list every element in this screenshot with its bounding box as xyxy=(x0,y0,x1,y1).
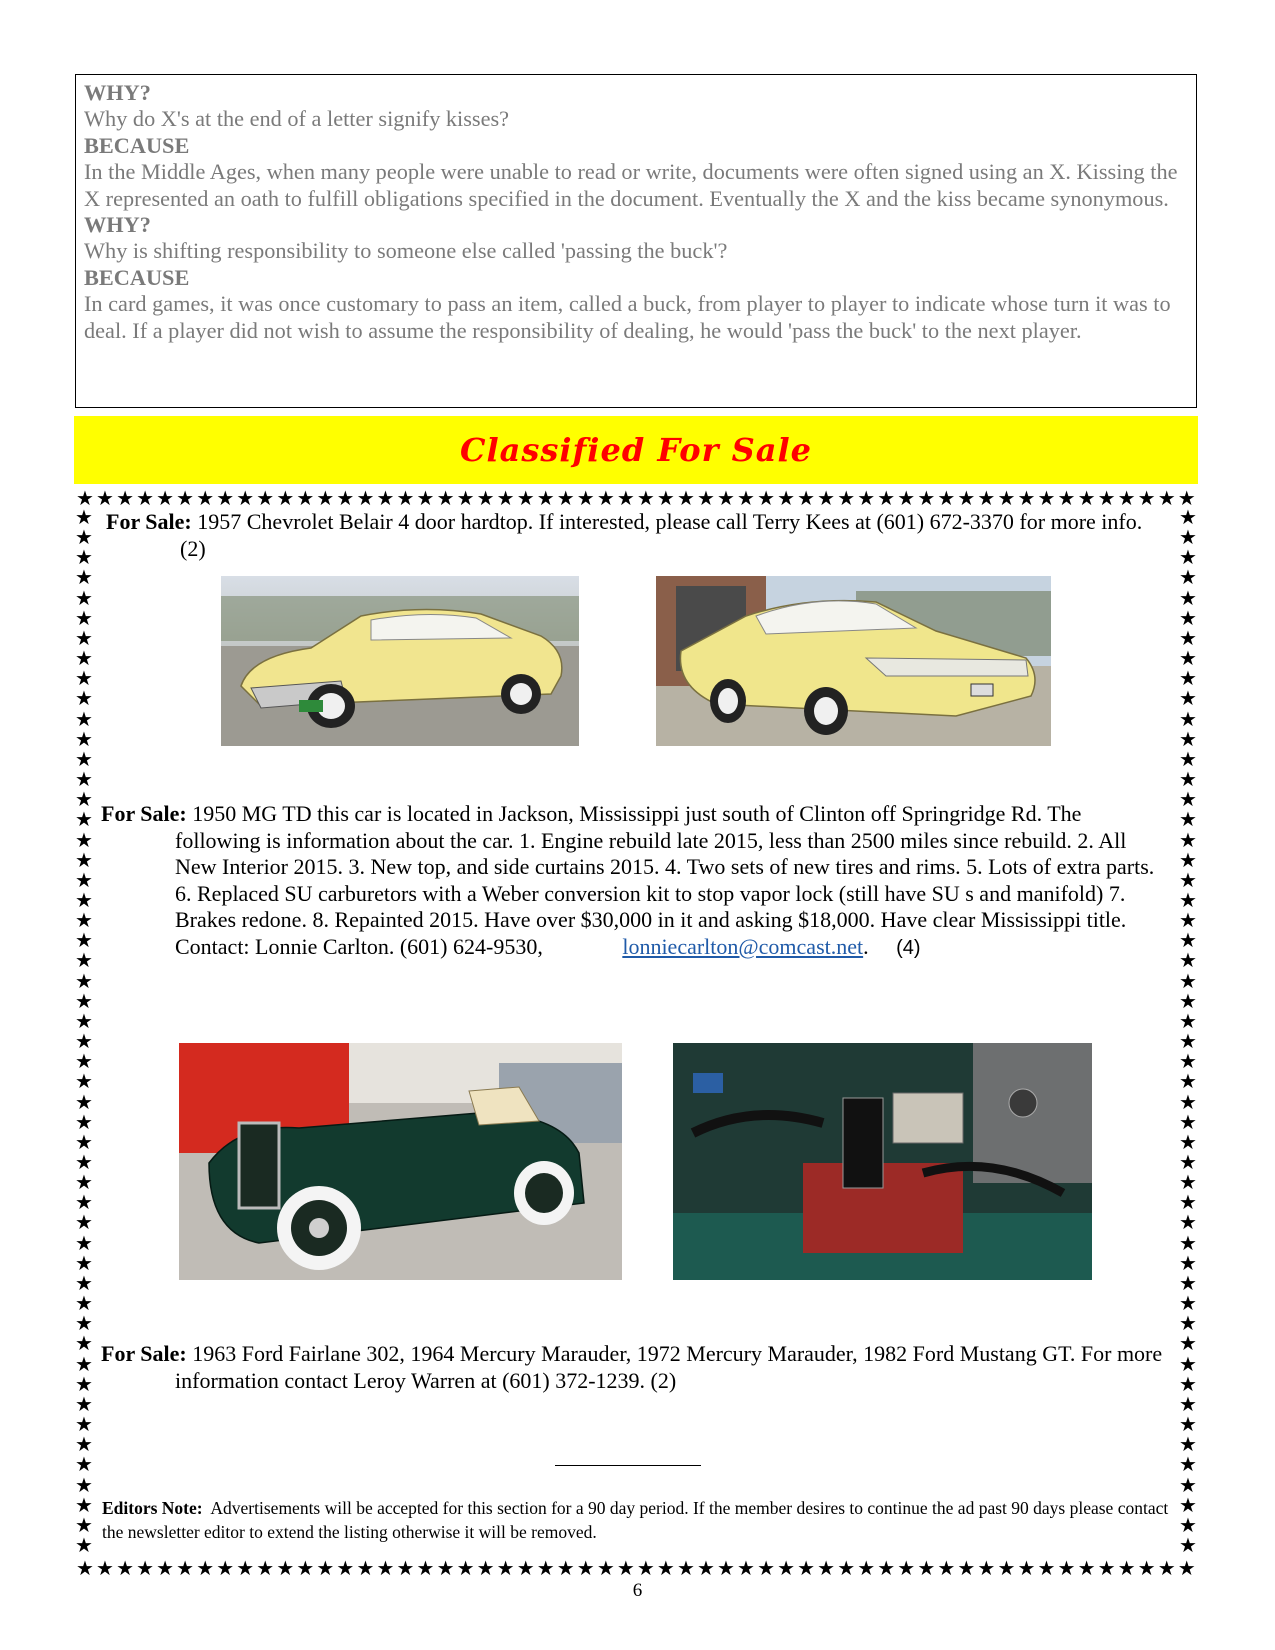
star-icon: ★ xyxy=(817,1557,836,1579)
star-icon: ★ xyxy=(1179,1331,1197,1356)
star-icon: ★ xyxy=(376,487,395,509)
star-icon: ★ xyxy=(176,1557,195,1579)
star-icon: ★ xyxy=(76,487,94,509)
star-icon: ★ xyxy=(75,686,93,711)
star-icon: ★ xyxy=(717,1557,735,1579)
star-icon: ★ xyxy=(616,487,635,509)
star-icon: ★ xyxy=(75,1250,93,1275)
star-icon: ★ xyxy=(75,1150,93,1174)
star-icon: ★ xyxy=(456,487,475,509)
star-icon: ★ xyxy=(96,1557,114,1579)
star-icon: ★ xyxy=(1179,1069,1197,1094)
star-icon: ★ xyxy=(1179,1170,1197,1195)
star-icon: ★ xyxy=(75,1230,93,1255)
star-icon: ★ xyxy=(296,1557,315,1579)
star-icon: ★ xyxy=(1179,887,1197,912)
star-icon: ★ xyxy=(556,487,575,509)
star-border-left xyxy=(73,507,95,1555)
star-icon: ★ xyxy=(1179,1270,1197,1295)
star-icon: ★ xyxy=(1179,625,1197,650)
star-icon: ★ xyxy=(1179,585,1197,610)
star-icon: ★ xyxy=(1179,1250,1197,1275)
star-icon: ★ xyxy=(717,487,735,509)
star-icon: ★ xyxy=(797,1557,816,1579)
star-icon: ★ xyxy=(75,908,93,933)
star-icon: ★ xyxy=(1179,1089,1197,1114)
star-icon: ★ xyxy=(1179,646,1197,671)
star-icon: ★ xyxy=(75,1311,93,1336)
star-icon: ★ xyxy=(1179,847,1197,872)
star-icon: ★ xyxy=(1097,1557,1116,1579)
star-icon: ★ xyxy=(937,1557,956,1579)
star-icon: ★ xyxy=(1179,1371,1197,1396)
ad-text: 1957 Chevrolet Belair 4 door hardtop. If interested, please call Terry Kees at (601) 672-3370 for more info. (2) xyxy=(180,509,1143,561)
star-icon: ★ xyxy=(917,487,936,509)
star-icon: ★ xyxy=(156,487,175,509)
star-icon: ★ xyxy=(75,1331,93,1356)
star-icon: ★ xyxy=(737,1557,755,1579)
star-icon: ★ xyxy=(1017,487,1036,509)
star-icon: ★ xyxy=(456,1557,475,1579)
star-icon: ★ xyxy=(1179,706,1197,731)
star-icon: ★ xyxy=(75,1270,93,1295)
star-icon: ★ xyxy=(75,1472,93,1497)
star-icon: ★ xyxy=(596,1557,615,1579)
star-icon: ★ xyxy=(256,1557,275,1579)
star-icon: ★ xyxy=(877,487,896,509)
star-icon: ★ xyxy=(1179,1029,1197,1054)
star-icon: ★ xyxy=(75,928,93,953)
star-icon: ★ xyxy=(977,1557,996,1579)
star-icon: ★ xyxy=(75,867,93,892)
star-icon: ★ xyxy=(1097,487,1116,509)
star-icon: ★ xyxy=(1179,827,1197,852)
star-icon: ★ xyxy=(1179,1150,1197,1174)
star-icon: ★ xyxy=(1179,1452,1197,1477)
star-icon: ★ xyxy=(75,1109,93,1134)
star-icon: ★ xyxy=(1037,1557,1056,1579)
star-icon: ★ xyxy=(1179,787,1197,812)
star-icon: ★ xyxy=(1179,1472,1197,1497)
star-icon: ★ xyxy=(176,487,195,509)
star-icon: ★ xyxy=(1179,1391,1197,1416)
star-icon: ★ xyxy=(75,1391,93,1416)
banner-title: Classified For Sale xyxy=(459,431,812,469)
star-icon: ★ xyxy=(1117,487,1136,509)
star-border-bottom xyxy=(76,1557,1196,1579)
star-icon: ★ xyxy=(75,988,93,1013)
star-icon: ★ xyxy=(536,1557,555,1579)
star-icon: ★ xyxy=(897,1557,916,1579)
star-icon: ★ xyxy=(1179,767,1197,792)
star-icon: ★ xyxy=(75,646,93,671)
star-icon: ★ xyxy=(156,1557,175,1579)
star-icon: ★ xyxy=(496,487,515,509)
star-icon: ★ xyxy=(1179,908,1197,933)
why-because-box xyxy=(75,74,1197,408)
star-icon: ★ xyxy=(1037,487,1056,509)
star-icon: ★ xyxy=(656,1557,675,1579)
star-icon: ★ xyxy=(1077,487,1096,509)
star-icon: ★ xyxy=(75,1452,93,1477)
ad-text: 1950 MG TD this car is located in Jackson, Mississippi just south of Clinton off Springridge Rd. The following is information about the car. 1. Engine rebuild late 2015, less than 2500 miles since rebuild. 2. All New Interior 2015. 3. New top, and side curtains 2015. 4. Two sets of new tires and rims. 5. Lots of extra parts. 6. Replaced SU carburetors with a Weber conversion kit to stop vapor lock (still have SU s and manifold) 7. Brakes redone. 8. Repainted 2015. Have over $30,000 in it and asking $18,000. Have clear Mississippi title. Contact: Lonnie Carlton. (601) 624-9530, xyxy=(175,801,1155,959)
star-icon: ★ xyxy=(1179,1008,1197,1033)
star-icon: ★ xyxy=(516,487,535,509)
ad-text: 1963 Ford Fairlane 302, 1964 Mercury Marauder, 1972 Mercury Marauder, 1982 Ford Mustang GT. For more information contact Leroy Warren at (601) 372-1239. (2) xyxy=(175,1341,1163,1393)
star-icon: ★ xyxy=(75,565,93,590)
star-icon: ★ xyxy=(75,1029,93,1054)
star-icon: ★ xyxy=(75,746,93,771)
star-icon: ★ xyxy=(136,1557,155,1579)
star-icon: ★ xyxy=(1179,545,1197,570)
star-icon: ★ xyxy=(96,487,114,509)
star-icon: ★ xyxy=(1179,666,1197,691)
mg-td-car-photo xyxy=(179,1043,622,1280)
star-icon: ★ xyxy=(1179,605,1197,630)
star-icon: ★ xyxy=(997,487,1016,509)
star-icon: ★ xyxy=(236,1557,255,1579)
star-icon: ★ xyxy=(75,787,93,812)
star-icon: ★ xyxy=(75,1049,93,1074)
star-icon: ★ xyxy=(1179,1412,1197,1437)
star-icon: ★ xyxy=(75,847,93,872)
star-icon: ★ xyxy=(897,487,916,509)
star-icon: ★ xyxy=(76,1557,94,1579)
star-icon: ★ xyxy=(1057,1557,1076,1579)
star-border-top xyxy=(76,487,1196,509)
star-icon: ★ xyxy=(356,1557,375,1579)
star-icon: ★ xyxy=(556,1557,575,1579)
star-icon: ★ xyxy=(75,1512,93,1537)
star-icon: ★ xyxy=(1179,867,1197,892)
star-icon: ★ xyxy=(636,1557,655,1579)
star-icon: ★ xyxy=(1157,1557,1176,1579)
ad-label: For Sale: xyxy=(101,1341,187,1366)
star-icon: ★ xyxy=(596,487,615,509)
star-icon: ★ xyxy=(696,487,715,509)
star-icon: ★ xyxy=(75,1532,93,1555)
star-icon: ★ xyxy=(196,487,215,509)
star-icon: ★ xyxy=(777,1557,796,1579)
star-icon: ★ xyxy=(1179,1210,1197,1235)
star-icon: ★ xyxy=(75,507,93,529)
star-icon: ★ xyxy=(1179,1512,1197,1537)
star-icon: ★ xyxy=(75,545,93,570)
star-icon: ★ xyxy=(75,585,93,610)
star-icon: ★ xyxy=(75,1170,93,1195)
star-icon: ★ xyxy=(1177,487,1196,509)
star-icon: ★ xyxy=(116,1557,134,1579)
chevrolet-rear-photo xyxy=(656,576,1051,746)
star-icon: ★ xyxy=(1179,507,1197,529)
ad-count: (4) xyxy=(896,936,921,959)
star-icon: ★ xyxy=(75,767,93,792)
email-suffix: . xyxy=(863,933,869,959)
star-icon: ★ xyxy=(997,1557,1016,1579)
star-icon: ★ xyxy=(857,487,876,509)
star-icon: ★ xyxy=(75,1129,93,1154)
star-icon: ★ xyxy=(757,1557,775,1579)
star-icon: ★ xyxy=(75,1291,93,1316)
classified-banner xyxy=(74,416,1198,484)
divider-rule xyxy=(555,1465,701,1466)
star-icon: ★ xyxy=(216,1557,235,1579)
page-number: 6 xyxy=(632,1580,643,1601)
editors-note-text: Advertisements will be accepted for this section for a 90 day period. If the member desires to continue the ad past 90 days please contact the newsletter editor to extend the listing otherwise it will be removed. xyxy=(102,1498,1169,1542)
star-icon: ★ xyxy=(1179,1351,1197,1376)
star-icon: ★ xyxy=(696,1557,715,1579)
star-icon: ★ xyxy=(1179,1291,1197,1316)
editors-note-label: Editors Note: xyxy=(102,1498,203,1518)
star-icon: ★ xyxy=(75,948,93,973)
star-icon: ★ xyxy=(1137,487,1156,509)
star-icon: ★ xyxy=(777,487,796,509)
star-icon: ★ xyxy=(1179,1129,1197,1154)
star-icon: ★ xyxy=(416,1557,435,1579)
star-icon: ★ xyxy=(1179,1049,1197,1074)
star-icon: ★ xyxy=(737,487,755,509)
star-icon: ★ xyxy=(797,487,816,509)
ad-chevrolet-belair xyxy=(106,509,1166,562)
star-icon: ★ xyxy=(957,1557,976,1579)
star-icon: ★ xyxy=(75,1089,93,1114)
star-icon: ★ xyxy=(1179,1432,1197,1457)
star-icon: ★ xyxy=(1179,1532,1197,1555)
star-icon: ★ xyxy=(75,666,93,691)
star-icon: ★ xyxy=(1179,988,1197,1013)
star-icon: ★ xyxy=(1137,1557,1156,1579)
star-icon: ★ xyxy=(576,1557,595,1579)
why-box-heading: BECAUSE xyxy=(84,264,190,290)
star-icon: ★ xyxy=(75,968,93,993)
why-box-text: Why is shifting responsibility to someone else called 'passing the buck'? xyxy=(84,238,728,264)
star-icon: ★ xyxy=(75,827,93,852)
star-icon: ★ xyxy=(256,487,275,509)
star-icon: ★ xyxy=(496,1557,515,1579)
star-icon: ★ xyxy=(837,487,856,509)
star-icon: ★ xyxy=(75,1371,93,1396)
star-icon: ★ xyxy=(857,1557,876,1579)
star-icon: ★ xyxy=(1179,807,1197,832)
star-icon: ★ xyxy=(1179,525,1197,550)
star-icon: ★ xyxy=(1179,1230,1197,1255)
star-icon: ★ xyxy=(136,487,155,509)
star-icon: ★ xyxy=(757,487,775,509)
star-icon: ★ xyxy=(75,887,93,912)
star-icon: ★ xyxy=(75,605,93,630)
star-icon: ★ xyxy=(75,1351,93,1376)
star-icon: ★ xyxy=(1117,1557,1136,1579)
star-icon: ★ xyxy=(1057,487,1076,509)
star-icon: ★ xyxy=(276,1557,295,1579)
star-icon: ★ xyxy=(216,487,235,509)
star-icon: ★ xyxy=(636,487,655,509)
star-icon: ★ xyxy=(75,525,93,550)
ad-label: For Sale: xyxy=(101,801,187,826)
star-icon: ★ xyxy=(656,487,675,509)
star-icon: ★ xyxy=(336,487,355,509)
star-icon: ★ xyxy=(75,625,93,650)
star-icon: ★ xyxy=(1157,487,1176,509)
star-icon: ★ xyxy=(917,1557,936,1579)
star-icon: ★ xyxy=(396,1557,415,1579)
star-icon: ★ xyxy=(316,487,335,509)
star-icon: ★ xyxy=(376,1557,395,1579)
why-box-heading: WHY? xyxy=(84,212,151,238)
star-icon: ★ xyxy=(1177,1557,1196,1579)
star-icon: ★ xyxy=(676,487,695,509)
star-icon: ★ xyxy=(1179,746,1197,771)
star-icon: ★ xyxy=(316,1557,335,1579)
star-icon: ★ xyxy=(1179,1109,1197,1134)
star-icon: ★ xyxy=(396,487,415,509)
star-icon: ★ xyxy=(536,487,555,509)
star-icon: ★ xyxy=(977,487,996,509)
why-box-text: Why do X's at the end of a letter signify kisses? xyxy=(84,106,510,132)
star-icon: ★ xyxy=(576,487,595,509)
star-icon: ★ xyxy=(516,1557,535,1579)
star-icon: ★ xyxy=(75,1432,93,1457)
star-icon: ★ xyxy=(957,487,976,509)
star-icon: ★ xyxy=(75,807,93,832)
ad-mg-td xyxy=(101,801,1166,961)
star-icon: ★ xyxy=(837,1557,856,1579)
star-icon: ★ xyxy=(296,487,315,509)
star-icon: ★ xyxy=(356,487,375,509)
editors-note xyxy=(102,1496,1172,1544)
ad-ford-mercury xyxy=(101,1341,1166,1394)
why-box-text: In card games, it was once customary to pass an item, called a buck, from player to player to indicate whose turn it was to deal. If a player did not wish to assume the responsibility of dealing, he would 'pass the buck' to the next player. xyxy=(84,291,1171,343)
star-icon: ★ xyxy=(75,1412,93,1437)
star-icon: ★ xyxy=(1179,1492,1197,1517)
star-icon: ★ xyxy=(75,706,93,731)
star-icon: ★ xyxy=(1179,1190,1197,1215)
star-icon: ★ xyxy=(416,487,435,509)
star-icon: ★ xyxy=(1179,1311,1197,1336)
email-link[interactable]: lonniecarlton@comcast.net xyxy=(622,933,864,959)
star-icon: ★ xyxy=(436,1557,455,1579)
star-icon: ★ xyxy=(476,1557,495,1579)
star-icon: ★ xyxy=(1179,948,1197,973)
star-icon: ★ xyxy=(937,487,956,509)
star-icon: ★ xyxy=(75,1069,93,1094)
why-box-heading: WHY? xyxy=(84,80,151,105)
star-icon: ★ xyxy=(276,487,295,509)
star-border-right xyxy=(1177,507,1199,1555)
star-icon: ★ xyxy=(196,1557,215,1579)
star-icon: ★ xyxy=(75,1008,93,1033)
star-icon: ★ xyxy=(1179,928,1197,953)
star-icon: ★ xyxy=(75,1190,93,1215)
star-icon: ★ xyxy=(1179,565,1197,590)
star-icon: ★ xyxy=(1077,1557,1096,1579)
star-icon: ★ xyxy=(476,487,495,509)
star-icon: ★ xyxy=(116,487,134,509)
chevrolet-front-photo xyxy=(221,576,579,746)
star-icon: ★ xyxy=(1179,968,1197,993)
star-icon: ★ xyxy=(436,487,455,509)
star-icon: ★ xyxy=(676,1557,695,1579)
star-icon: ★ xyxy=(75,1492,93,1517)
why-box-heading: BECAUSE xyxy=(84,132,190,158)
star-icon: ★ xyxy=(616,1557,635,1579)
star-icon: ★ xyxy=(1179,726,1197,751)
mg-td-engine-photo xyxy=(673,1043,1092,1280)
star-icon: ★ xyxy=(1017,1557,1036,1579)
star-icon: ★ xyxy=(1179,686,1197,711)
star-icon: ★ xyxy=(877,1557,896,1579)
star-icon: ★ xyxy=(75,1210,93,1235)
star-icon: ★ xyxy=(336,1557,355,1579)
why-box-text: In the Middle Ages, when many people were unable to read or write, documents were often signed using an X. Kissing the X represented an oath to fulfill obligations specified in the document. Eventually the X and the kiss became synonymous. xyxy=(84,159,1178,211)
star-icon: ★ xyxy=(236,487,255,509)
star-icon: ★ xyxy=(75,726,93,751)
star-icon: ★ xyxy=(817,487,836,509)
ad-label: For Sale: xyxy=(106,509,192,534)
